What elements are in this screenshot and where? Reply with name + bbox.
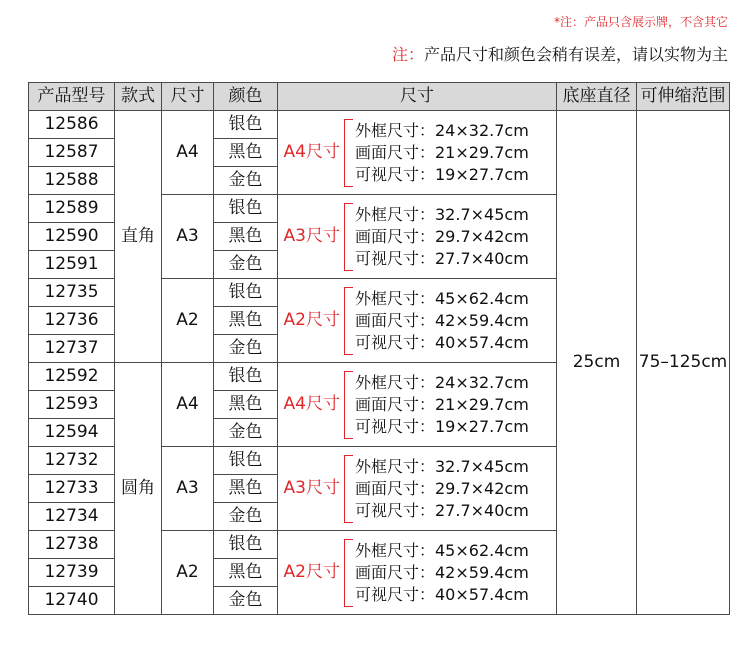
color-cell: 黑色 xyxy=(214,223,278,251)
model-number: 12733 xyxy=(29,475,115,503)
dimensions-cell xyxy=(278,363,557,447)
dimensions-box xyxy=(278,532,556,613)
model-number: 12736 xyxy=(29,307,115,335)
color-cell: 金色 xyxy=(214,335,278,363)
model-number: 12590 xyxy=(29,223,115,251)
color-cell: 银色 xyxy=(214,111,278,139)
model-number: 12737 xyxy=(29,335,115,363)
size-label: A4尺寸 xyxy=(283,142,340,162)
size-label: A3尺寸 xyxy=(283,226,340,246)
style-cell: 圆角 xyxy=(115,363,162,615)
outer-frame-size: 外框尺寸：32.7×45cm xyxy=(355,456,529,476)
note-text: 产品尺寸和颜色会稍有误差，请以实物为主 xyxy=(423,45,728,64)
visible-area-size: 可视尺寸：19×27.7cm xyxy=(355,164,529,184)
header-dimensions: 尺寸 xyxy=(278,83,557,111)
header-extend-range: 可伸缩范围 xyxy=(637,83,730,111)
model-number: 12589 xyxy=(29,195,115,223)
color-cell: 黑色 xyxy=(214,391,278,419)
size-cell: A3 xyxy=(162,195,214,279)
model-number: 12732 xyxy=(29,447,115,475)
color-cell: 黑色 xyxy=(214,139,278,167)
display-area-size: 画面尺寸：42×59.4cm xyxy=(355,562,529,582)
dimension-lines xyxy=(355,372,529,438)
dimensions-box xyxy=(278,448,556,529)
dimensions-box xyxy=(278,280,556,361)
outer-frame-size: 外框尺寸：45×62.4cm xyxy=(355,288,529,308)
bracket-icon xyxy=(344,455,353,523)
dimensions-cell xyxy=(278,447,557,531)
model-number: 12586 xyxy=(29,111,115,139)
size-cell: A2 xyxy=(162,531,214,615)
model-number: 12740 xyxy=(29,587,115,615)
outer-frame-size: 外框尺寸：24×32.7cm xyxy=(355,120,529,140)
dimension-lines xyxy=(355,288,529,354)
model-number: 12739 xyxy=(29,559,115,587)
model-number: 12734 xyxy=(29,503,115,531)
bracket-icon xyxy=(344,539,353,607)
note-prefix: 注： xyxy=(391,45,424,64)
header-base-diameter: 底座直径 xyxy=(557,83,637,111)
dimension-lines xyxy=(355,456,529,522)
model-number: 12593 xyxy=(29,391,115,419)
size-label: A2尺寸 xyxy=(283,562,340,582)
dimensions-box xyxy=(278,112,556,193)
outer-frame-size: 外框尺寸：32.7×45cm xyxy=(355,204,529,224)
spec-table xyxy=(28,82,730,615)
model-number: 12588 xyxy=(29,167,115,195)
color-cell: 金色 xyxy=(214,587,278,615)
size-cell: A4 xyxy=(162,363,214,447)
display-area-size: 画面尺寸：42×59.4cm xyxy=(355,310,529,330)
display-area-size: 画面尺寸：29.7×42cm xyxy=(355,226,529,246)
header-size: 尺寸 xyxy=(162,83,214,111)
color-cell: 银色 xyxy=(214,531,278,559)
style-cell: 直角 xyxy=(115,111,162,363)
color-cell: 银色 xyxy=(214,279,278,307)
model-number: 12594 xyxy=(29,419,115,447)
outer-frame-size: 外框尺寸：24×32.7cm xyxy=(355,372,529,392)
size-label: A2尺寸 xyxy=(283,310,340,330)
color-cell: 金色 xyxy=(214,167,278,195)
product-disclaimer: *注：产品只含展示牌，不含其它 xyxy=(553,15,728,29)
header-style: 款式 xyxy=(115,83,162,111)
header-color: 颜色 xyxy=(214,83,278,111)
dimension-lines xyxy=(355,204,529,270)
base-diameter-value: 25cm xyxy=(557,111,637,615)
dimension-lines xyxy=(355,540,529,606)
model-number: 12735 xyxy=(29,279,115,307)
bracket-icon xyxy=(344,203,353,271)
size-cell: A4 xyxy=(162,111,214,195)
size-color-note xyxy=(392,42,728,65)
dimensions-box xyxy=(278,196,556,277)
model-number: 12592 xyxy=(29,363,115,391)
bracket-icon xyxy=(344,119,353,187)
header-model: 产品型号 xyxy=(29,83,115,111)
color-cell: 金色 xyxy=(214,251,278,279)
model-number: 12738 xyxy=(29,531,115,559)
display-area-size: 画面尺寸：21×29.7cm xyxy=(355,394,529,414)
visible-area-size: 可视尺寸：27.7×40cm xyxy=(355,248,529,268)
outer-frame-size: 外框尺寸：45×62.4cm xyxy=(355,540,529,560)
visible-area-size: 可视尺寸：27.7×40cm xyxy=(355,500,529,520)
dimensions-cell xyxy=(278,111,557,195)
table-header-row xyxy=(29,83,730,111)
extend-range-value: 75–125cm xyxy=(637,111,730,615)
visible-area-size: 可视尺寸：19×27.7cm xyxy=(355,416,529,436)
size-cell: A3 xyxy=(162,447,214,531)
dimensions-cell xyxy=(278,195,557,279)
color-cell: 金色 xyxy=(214,419,278,447)
bracket-icon xyxy=(344,371,353,439)
color-cell: 银色 xyxy=(214,363,278,391)
display-area-size: 画面尺寸：21×29.7cm xyxy=(355,142,529,162)
display-area-size: 画面尺寸：29.7×42cm xyxy=(355,478,529,498)
model-number: 12587 xyxy=(29,139,115,167)
color-cell: 黑色 xyxy=(214,307,278,335)
model-number: 12591 xyxy=(29,251,115,279)
color-cell: 银色 xyxy=(214,447,278,475)
color-cell: 金色 xyxy=(214,503,278,531)
dimension-lines xyxy=(355,120,529,186)
color-cell: 黑色 xyxy=(214,559,278,587)
visible-area-size: 可视尺寸：40×57.4cm xyxy=(355,584,529,604)
table-row xyxy=(29,111,730,139)
color-cell: 黑色 xyxy=(214,475,278,503)
color-cell: 银色 xyxy=(214,195,278,223)
size-cell: A2 xyxy=(162,279,214,363)
dimensions-cell xyxy=(278,279,557,363)
bracket-icon xyxy=(344,287,353,355)
size-label: A4尺寸 xyxy=(283,394,340,414)
size-label: A3尺寸 xyxy=(283,478,340,498)
dimensions-box xyxy=(278,364,556,445)
dimensions-cell xyxy=(278,531,557,615)
visible-area-size: 可视尺寸：40×57.4cm xyxy=(355,332,529,352)
